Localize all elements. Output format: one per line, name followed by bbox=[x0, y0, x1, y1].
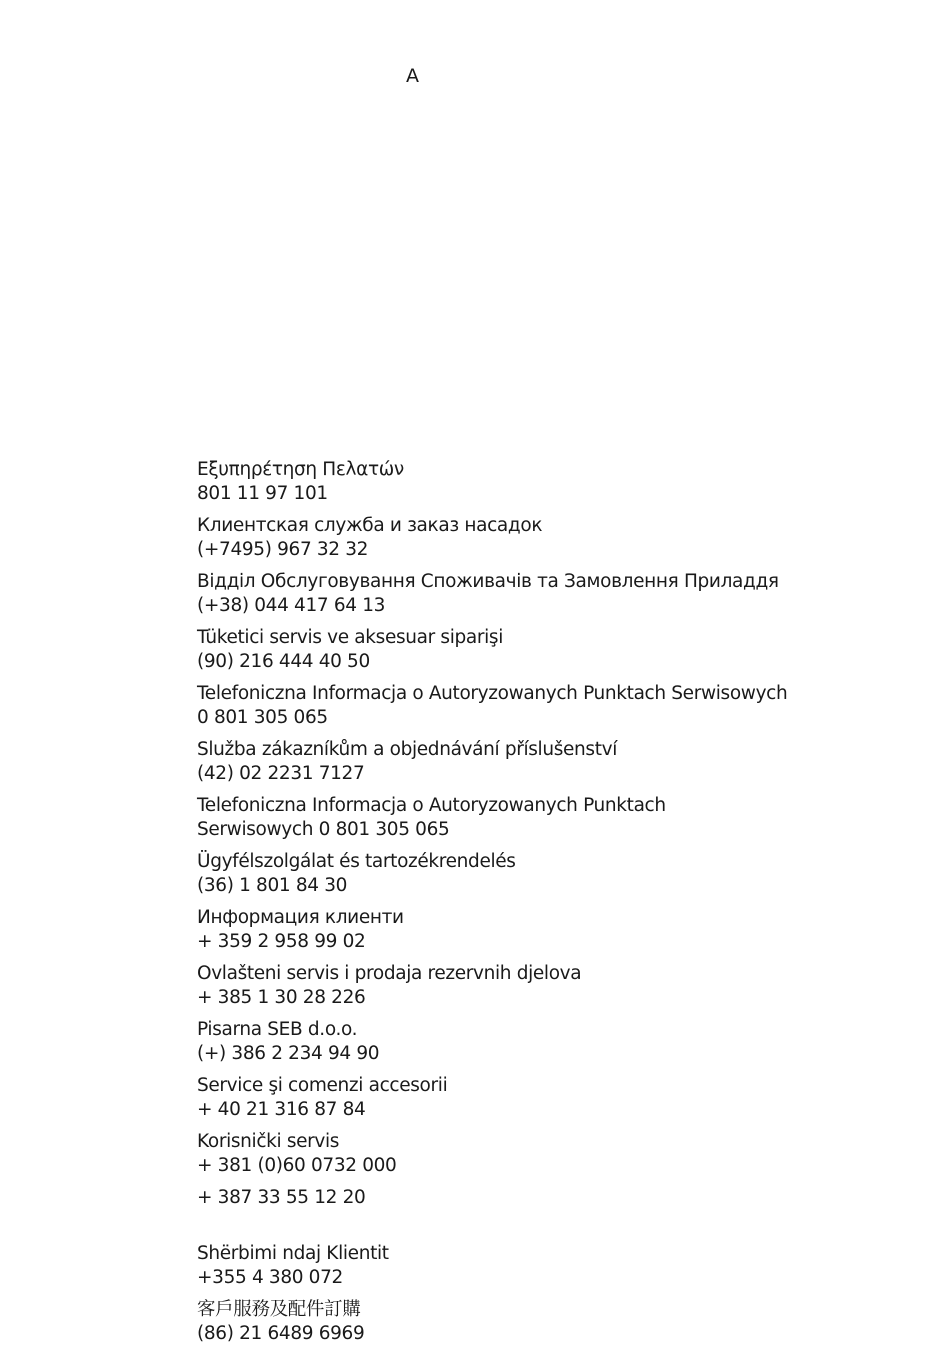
contact-entry-poland bbox=[197, 682, 897, 730]
contact-label: Shërbimi ndaj Klientit bbox=[197, 1243, 389, 1264]
contact-phone: (42) 02 2231 7127 bbox=[197, 763, 365, 784]
contact-phone: 0 801 305 065 bbox=[197, 707, 328, 728]
contact-phone: + 385 1 30 28 226 bbox=[197, 987, 366, 1008]
contact-phone: + 387 33 55 12 20 bbox=[197, 1187, 366, 1208]
contact-label: Telefoniczna Informacja o Autoryzowanych Punktach bbox=[197, 795, 666, 816]
contact-phone: (90) 216 444 40 50 bbox=[197, 651, 370, 672]
contact-entry-hungary bbox=[197, 850, 897, 898]
contact-entry-czech bbox=[197, 738, 897, 786]
contact-label: Відділ Обслуговування Споживачів та Замовлення Приладдя bbox=[197, 571, 779, 592]
contact-entry-albania bbox=[197, 1242, 897, 1290]
contact-entry-bosnia bbox=[197, 1186, 897, 1210]
contact-entry-greece bbox=[197, 458, 897, 506]
contact-label: Клиентская служба и заказ насадок bbox=[197, 515, 543, 536]
contact-phone: (36) 1 801 84 30 bbox=[197, 875, 348, 896]
contact-label: Služba zákazníkům a objednávání příslušenství bbox=[197, 739, 618, 760]
contact-label: Εξυπηρέτηση Πελατών bbox=[197, 459, 404, 480]
contact-label: Service şi comenzi accesorii bbox=[197, 1075, 448, 1096]
contact-phone: + 359 2 958 99 02 bbox=[197, 931, 366, 952]
contact-label: Tüketici servis ve aksesuar siparişi bbox=[197, 627, 503, 648]
contact-label: Ügyfélszolgálat és tartozékrendelés bbox=[197, 851, 516, 872]
contact-entry-bulgaria bbox=[197, 906, 897, 954]
contact-phone: +355 4 380 072 bbox=[197, 1267, 343, 1288]
customer-service-contact-list bbox=[197, 458, 897, 1346]
contact-entry-croatia bbox=[197, 962, 897, 1010]
contact-entry-poland-alt bbox=[197, 794, 897, 842]
contact-phone: + 381 (0)60 0732 000 bbox=[197, 1155, 397, 1176]
contact-entry-slovenia bbox=[197, 1018, 897, 1066]
contact-label: Korisnički servis bbox=[197, 1131, 340, 1152]
contact-label: Telefoniczna Informacja o Autoryzowanych Punktach Serwisowych bbox=[197, 683, 788, 704]
contact-phone: (+7495) 967 32 32 bbox=[197, 539, 369, 560]
contact-phone: (+) 386 2 234 94 90 bbox=[197, 1043, 380, 1064]
contact-entry-romania bbox=[197, 1074, 897, 1122]
contact-phone: (86) 21 6489 6969 bbox=[197, 1323, 365, 1344]
contact-label: Ovlašteni servis i prodaja rezervnih djelova bbox=[197, 963, 582, 984]
contact-entry-ukraine bbox=[197, 570, 897, 618]
contact-entry-serbia bbox=[197, 1130, 897, 1178]
page-section-letter: A bbox=[406, 65, 419, 87]
contact-phone: (+38) 044 417 64 13 bbox=[197, 595, 386, 616]
contact-label: Pisarna SEB d.o.o. bbox=[197, 1019, 358, 1040]
contact-label: 客戶服務及配件訂購 bbox=[197, 1299, 361, 1320]
contact-entry-china bbox=[197, 1298, 897, 1346]
contact-entry-russia bbox=[197, 514, 897, 562]
contact-phone: 801 11 97 101 bbox=[197, 483, 328, 504]
contact-entry-turkey bbox=[197, 626, 897, 674]
contact-label: Информация клиенти bbox=[197, 907, 404, 928]
contact-phone: Serwisowych 0 801 305 065 bbox=[197, 819, 450, 840]
contact-phone: + 40 21 316 87 84 bbox=[197, 1099, 366, 1120]
